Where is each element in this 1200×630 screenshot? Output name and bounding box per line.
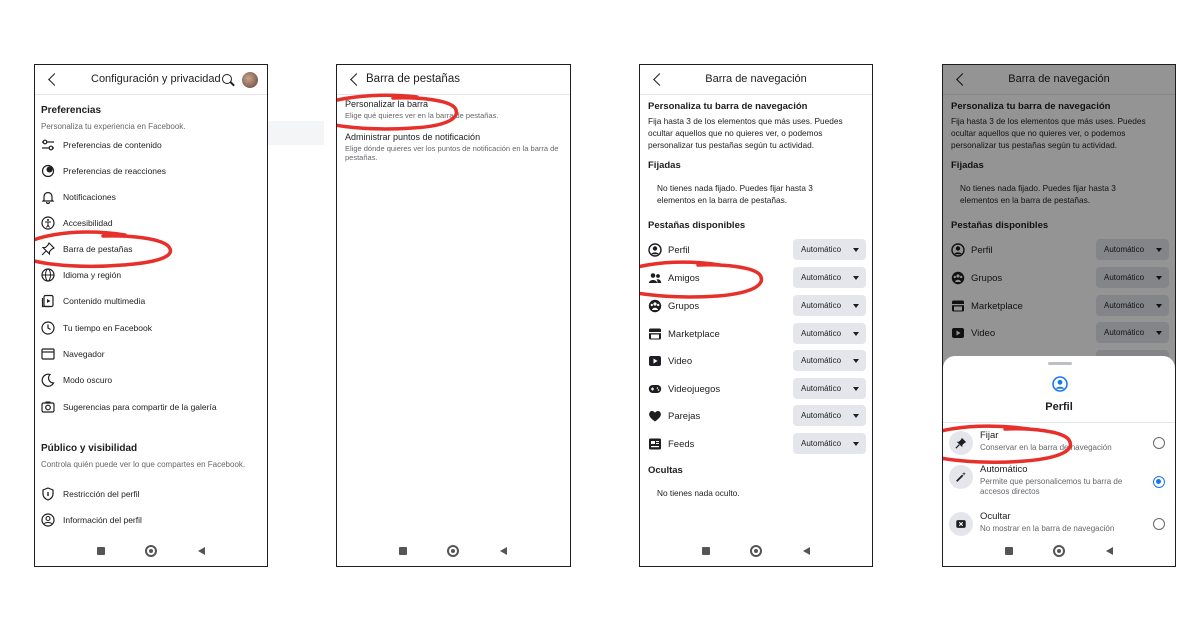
tab-mode-dropdown[interactable]: Automático bbox=[1096, 239, 1169, 260]
menu-item-notifications[interactable] bbox=[41, 187, 261, 207]
pin-icon bbox=[949, 431, 973, 455]
gaming-icon bbox=[648, 382, 662, 396]
friends-icon bbox=[648, 271, 662, 285]
divider bbox=[268, 121, 324, 145]
drag-handle[interactable] bbox=[1048, 362, 1072, 365]
menu-item-label: Contenido multimedia bbox=[63, 296, 146, 306]
android-nav-bar bbox=[337, 536, 570, 566]
menu-item-label: Preferencias de contenido bbox=[63, 140, 162, 150]
android-nav-bar bbox=[640, 536, 872, 566]
camera-icon bbox=[41, 400, 55, 414]
option-subtitle: Elige dónde quieres ver los puntos de notificación en la barra de pestañas. bbox=[345, 144, 559, 162]
section-heading: Público y visibilidad bbox=[41, 443, 138, 454]
divider bbox=[943, 422, 1175, 423]
menu-item-accessibility[interactable] bbox=[41, 213, 261, 233]
hidden-empty-text: No tienes nada oculto. bbox=[657, 488, 740, 498]
profile-icon bbox=[1052, 376, 1068, 392]
marketplace-icon bbox=[648, 327, 662, 341]
page-title: Configuración y privacidad bbox=[91, 73, 221, 85]
option-subtitle: Conservar en la barra de navegación bbox=[980, 443, 1112, 452]
tab-row-dating bbox=[640, 405, 872, 427]
section-subtitle: Personaliza tu experiencia en Facebook. bbox=[41, 122, 186, 131]
reaction-icon bbox=[41, 164, 55, 178]
menu-item-language[interactable] bbox=[41, 265, 261, 285]
tab-mode-dropdown[interactable]: Automático bbox=[793, 295, 866, 316]
tab-label: Amigos bbox=[668, 273, 700, 284]
description: Fija hasta 3 de los elementos que más uses. Puedes ocultar aquellos que no quieres ver, o podemos personalizar tus pestañas según tu actividad. bbox=[648, 116, 843, 150]
media-icon bbox=[41, 294, 55, 308]
option-subtitle: Elige qué quieres ver en la barra de pestañas. bbox=[345, 111, 499, 120]
tab-label: Grupos bbox=[668, 301, 700, 312]
profile-icon bbox=[648, 243, 662, 257]
tab-mode-dropdown[interactable]: Automático bbox=[793, 239, 866, 260]
menu-item-label: Sugerencias para compartir de la galería bbox=[63, 402, 217, 412]
tab-label: Grupos bbox=[971, 273, 1003, 284]
menu-item-label: Información del perfil bbox=[63, 515, 142, 525]
search-icon[interactable] bbox=[221, 73, 235, 87]
tab-row-video bbox=[640, 350, 872, 372]
home-icon[interactable] bbox=[145, 545, 157, 557]
menu-item-reaction-preferences[interactable] bbox=[41, 161, 261, 181]
section-heading: Personaliza tu barra de navegación bbox=[951, 101, 1111, 112]
menu-item-dark-mode[interactable] bbox=[41, 370, 261, 390]
pinned-empty-text: No tienes nada fijado. Puedes fijar hasta 3 elementos en la barra de pestañas. bbox=[960, 183, 1116, 205]
page-title: Barra de pestañas bbox=[366, 73, 460, 85]
bell-icon bbox=[41, 190, 55, 204]
page-title: Barra de navegación bbox=[1008, 73, 1110, 85]
tab-row-gaming bbox=[640, 378, 872, 400]
home-icon[interactable] bbox=[1053, 545, 1065, 557]
menu-item-label: Barra de pestañas bbox=[63, 244, 133, 254]
menu-item-profile-restriction[interactable] bbox=[41, 484, 261, 504]
description: Fija hasta 3 de los elementos que más uses. Puedes ocultar aquellos que no quieres ver, o podemos personalizar tus pestañas según tu actividad. bbox=[951, 116, 1146, 150]
top-bar bbox=[640, 65, 872, 95]
section-heading: Preferencias bbox=[41, 105, 102, 116]
shield-icon bbox=[41, 487, 55, 501]
menu-item-label: Accesibilidad bbox=[63, 218, 113, 228]
available-heading: Pestañas disponibles bbox=[951, 220, 1049, 231]
recents-icon[interactable] bbox=[97, 547, 105, 555]
top-bar bbox=[337, 65, 570, 95]
tab-bar-screen bbox=[336, 64, 571, 567]
option-subtitle: No mostrar en la barra de navegación bbox=[980, 524, 1115, 533]
navigation-bar-sheet-screen bbox=[942, 64, 1176, 567]
video-icon bbox=[648, 354, 662, 368]
menu-item-profile-info[interactable] bbox=[41, 510, 261, 530]
section-subtitle: Controla quién puede ver lo que compartes en Facebook. bbox=[41, 460, 246, 469]
browser-icon bbox=[41, 347, 55, 361]
back-icon[interactable] bbox=[803, 547, 810, 555]
magic-wand-icon bbox=[949, 465, 973, 489]
bottom-sheet bbox=[943, 356, 1175, 566]
sheet-title: Perfil bbox=[1045, 401, 1073, 413]
option-subtitle: Permite que personalicemos tu barra de accesos directos bbox=[980, 477, 1123, 496]
option-title: Fijar bbox=[980, 430, 999, 441]
heart-icon bbox=[648, 409, 662, 423]
tab-label: Video bbox=[971, 328, 996, 339]
customize-bar-option[interactable] bbox=[345, 99, 562, 123]
tab-mode-dropdown[interactable]: Automático bbox=[793, 433, 866, 454]
pinned-empty-text: No tienes nada fijado. Puedes fijar hasta 3 elementos en la barra de pestañas. bbox=[657, 183, 813, 205]
recents-icon[interactable] bbox=[399, 547, 407, 555]
home-icon[interactable] bbox=[447, 545, 459, 557]
menu-item-label: Preferencias de reacciones bbox=[63, 166, 167, 176]
clock-icon bbox=[41, 321, 55, 335]
menu-item-content-preferences[interactable] bbox=[41, 135, 261, 155]
pinned-heading: Fijadas bbox=[951, 160, 984, 171]
menu-item-media[interactable] bbox=[41, 291, 261, 311]
android-nav-bar bbox=[943, 536, 1175, 566]
menu-item-label: Navegador bbox=[63, 349, 105, 359]
option-title: Ocultar bbox=[980, 511, 1011, 522]
tab-mode-dropdown[interactable]: Automático bbox=[793, 267, 866, 288]
tab-label: Perfil bbox=[668, 245, 690, 256]
radio-pin[interactable] bbox=[1153, 437, 1165, 449]
menu-item-your-time[interactable] bbox=[41, 318, 261, 338]
option-title: Automático bbox=[980, 464, 1028, 475]
notification-dots-option[interactable] bbox=[345, 132, 564, 166]
tab-label: Parejas bbox=[668, 411, 701, 422]
tab-mode-dropdown[interactable]: Automático bbox=[793, 323, 866, 344]
menu-item-label: Restricción del perfil bbox=[63, 489, 140, 499]
hide-icon bbox=[949, 512, 973, 536]
menu-item-label: Idioma y región bbox=[63, 270, 122, 280]
tab-mode-dropdown[interactable]: Automático bbox=[1096, 322, 1169, 343]
tab-row-friends bbox=[640, 267, 872, 289]
option-pin[interactable] bbox=[943, 428, 1175, 466]
menu-item-label: Modo oscuro bbox=[63, 375, 113, 385]
tab-mode-dropdown[interactable]: Automático bbox=[793, 350, 866, 371]
accessibility-icon bbox=[41, 216, 55, 230]
moon-icon bbox=[41, 373, 55, 387]
recents-icon[interactable] bbox=[1005, 547, 1013, 555]
hidden-heading: Ocultas bbox=[648, 465, 683, 476]
tab-label: Video bbox=[668, 356, 693, 367]
tab-mode-dropdown[interactable]: Automático bbox=[1096, 295, 1169, 316]
navigation-bar-screen bbox=[639, 64, 873, 567]
menu-item-gallery-suggestions[interactable] bbox=[41, 397, 261, 417]
radio-hide[interactable] bbox=[1153, 518, 1165, 530]
user-circle-icon bbox=[41, 513, 55, 527]
android-nav-bar bbox=[35, 536, 267, 566]
back-icon[interactable] bbox=[1106, 547, 1113, 555]
option-title: Personalizar la barra bbox=[345, 99, 429, 109]
menu-item-tab-bar[interactable] bbox=[41, 239, 261, 259]
option-automatic[interactable] bbox=[943, 462, 1175, 506]
tab-mode-dropdown[interactable]: Automático bbox=[1096, 267, 1169, 288]
back-icon[interactable] bbox=[500, 547, 507, 555]
avatar[interactable] bbox=[242, 72, 258, 88]
radio-automatic[interactable] bbox=[1153, 476, 1165, 488]
back-arrow-icon[interactable] bbox=[45, 71, 61, 89]
page-title: Barra de navegación bbox=[705, 73, 807, 85]
menu-item-browser[interactable] bbox=[41, 344, 261, 364]
settings-screen bbox=[34, 64, 268, 567]
menu-item-label: Tu tiempo en Facebook bbox=[63, 323, 152, 333]
recents-icon[interactable] bbox=[702, 547, 710, 555]
menu-item-label: Notificaciones bbox=[63, 192, 116, 202]
back-icon[interactable] bbox=[198, 547, 205, 555]
feeds-icon bbox=[648, 437, 662, 451]
tab-row-feeds bbox=[640, 433, 872, 455]
sliders-icon bbox=[41, 138, 55, 152]
tab-row-profile bbox=[640, 239, 872, 261]
section-heading: Personaliza tu barra de navegación bbox=[648, 101, 808, 112]
pin-icon bbox=[41, 242, 55, 256]
top-bar bbox=[35, 65, 267, 95]
tab-mode-dropdown[interactable]: Automático bbox=[793, 378, 866, 399]
tab-label: Videojuegos bbox=[668, 384, 721, 395]
available-heading: Pestañas disponibles bbox=[648, 220, 746, 231]
tab-label: Marketplace bbox=[668, 329, 720, 340]
pinned-heading: Fijadas bbox=[648, 160, 681, 171]
tab-row-marketplace bbox=[640, 323, 872, 345]
tab-label: Feeds bbox=[668, 439, 695, 450]
globe-icon bbox=[41, 268, 55, 282]
groups-icon bbox=[648, 299, 662, 313]
tab-mode-dropdown[interactable]: Automático bbox=[793, 405, 866, 426]
option-title: Administrar puntos de notificación bbox=[345, 132, 481, 142]
back-arrow-icon[interactable] bbox=[347, 71, 363, 89]
tab-label: Marketplace bbox=[971, 301, 1023, 312]
tab-label: Perfil bbox=[971, 245, 993, 256]
home-icon[interactable] bbox=[750, 545, 762, 557]
tab-row-groups bbox=[640, 295, 872, 317]
